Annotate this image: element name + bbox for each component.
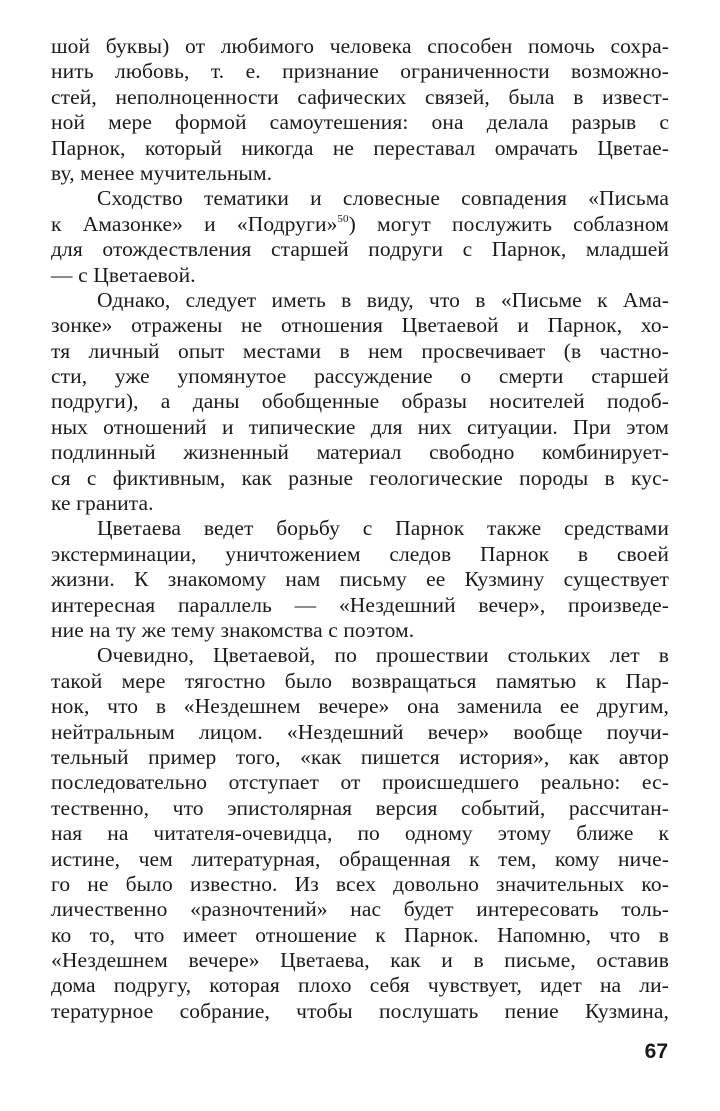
text-line: сти, уже упомянутое рассуждение о смерти старшей [51,364,669,389]
text-segment: к Амазонке» и «Подруги» [51,211,338,236]
text-line: зонке» отражены не отношения Цветаевой и Парнок, хо- [51,313,669,338]
text-line: шой буквы) от любимого человека способен помочь сохра- [51,34,669,58]
text-line: ние на ту же тему знакомства с поэтом. [51,617,415,642]
text-segment: ) могут послужить соблазном [348,211,669,236]
text-line: подруги), а даны обобщенные образы носителей подоб- [51,389,669,414]
text-line: Цветаева ведет борьбу с Парнок также средствами [97,516,669,541]
text-line: тературное собрание, чтобы послушать пение Кузмина, [51,998,669,1023]
text-line: ных отношений и типические для них ситуации. При этом [51,414,669,439]
text-line: тя личный опыт местами в нем просвечивает (в частно- [51,338,669,363]
text-line: экстерминации, уничтожением следов Парнок в своей [51,541,669,566]
text-line: ная на читателя-очевидца, по одному этому ближе к [51,821,669,846]
text-line: — с Цветаевой. [51,262,196,287]
footnote-marker: 50 [337,212,349,225]
text-line: стей, неполноценности сафических связей, была в извест- [51,84,669,109]
text-line: «Нездешнем вечере» Цветаева, как и в письме, оставив [51,948,669,973]
text-line: тельный пример того, «как пишется история», как автор [51,744,669,769]
text-line: Очевидно, Цветаевой, по прошествии стольких лет в [97,643,669,668]
text-line: жизни. К знакомому нам письму ее Кузмину существует [51,567,669,592]
text-line-with-footnote [51,212,669,237]
text-line: интересная параллель — «Нездешний вечер», произведе- [51,592,669,617]
page-number: 67 [644,1040,668,1063]
text-line: нить любовь, т. е. признание ограниченности возможно- [51,59,669,84]
text-line: Однако, следует иметь в виду, что в «Письме к Ама- [97,287,669,312]
text-line: тественно, что эпистолярная версия событий, рассчитан- [51,795,669,820]
page-body [51,34,669,1024]
text-line: личественно «разночтений» нас будет интересовать толь- [51,897,669,922]
text-line: такой мере тягостно было возвращаться памятью к Пар- [51,668,669,693]
text-line: го не было известно. Из всех довольно значительных ко- [51,871,669,896]
text-line: ке гранита. [51,491,154,516]
text-line: подлинный жизненный материал свободно комбинирует- [51,440,669,465]
text-line: нок, что в «Нездешнем вечере» она заменила ее другим, [51,694,669,719]
text-line: ся с фиктивным, как разные геологические породы в кус- [51,465,669,490]
text-line: для отождествления старшей подруги с Парнок, младшей [51,237,669,262]
text-line: последовательно отступает от происшедшего реально: ес- [51,770,669,795]
text-line: дома подругу, которая плохо себя чувствует, идет на ли- [51,973,669,998]
text-line: ко то, что имеет отношение к Парнок. Напомню, что в [51,922,669,947]
text-line: ву, менее мучительным. [51,160,273,185]
text-line: Парнок, который никогда не переставал омрачать Цветае- [51,135,669,160]
text-line: нейтральным лицом. «Нездешний вечер» вообще поучи- [51,719,669,744]
text-line: истине, чем литературная, обращенная к тем, кому ниче- [51,846,669,871]
text-line: Сходство тематики и словесные совпадения «Письма [97,186,669,211]
text-line: ной мере формой самоутешения: она делала разрыв с [51,110,669,135]
